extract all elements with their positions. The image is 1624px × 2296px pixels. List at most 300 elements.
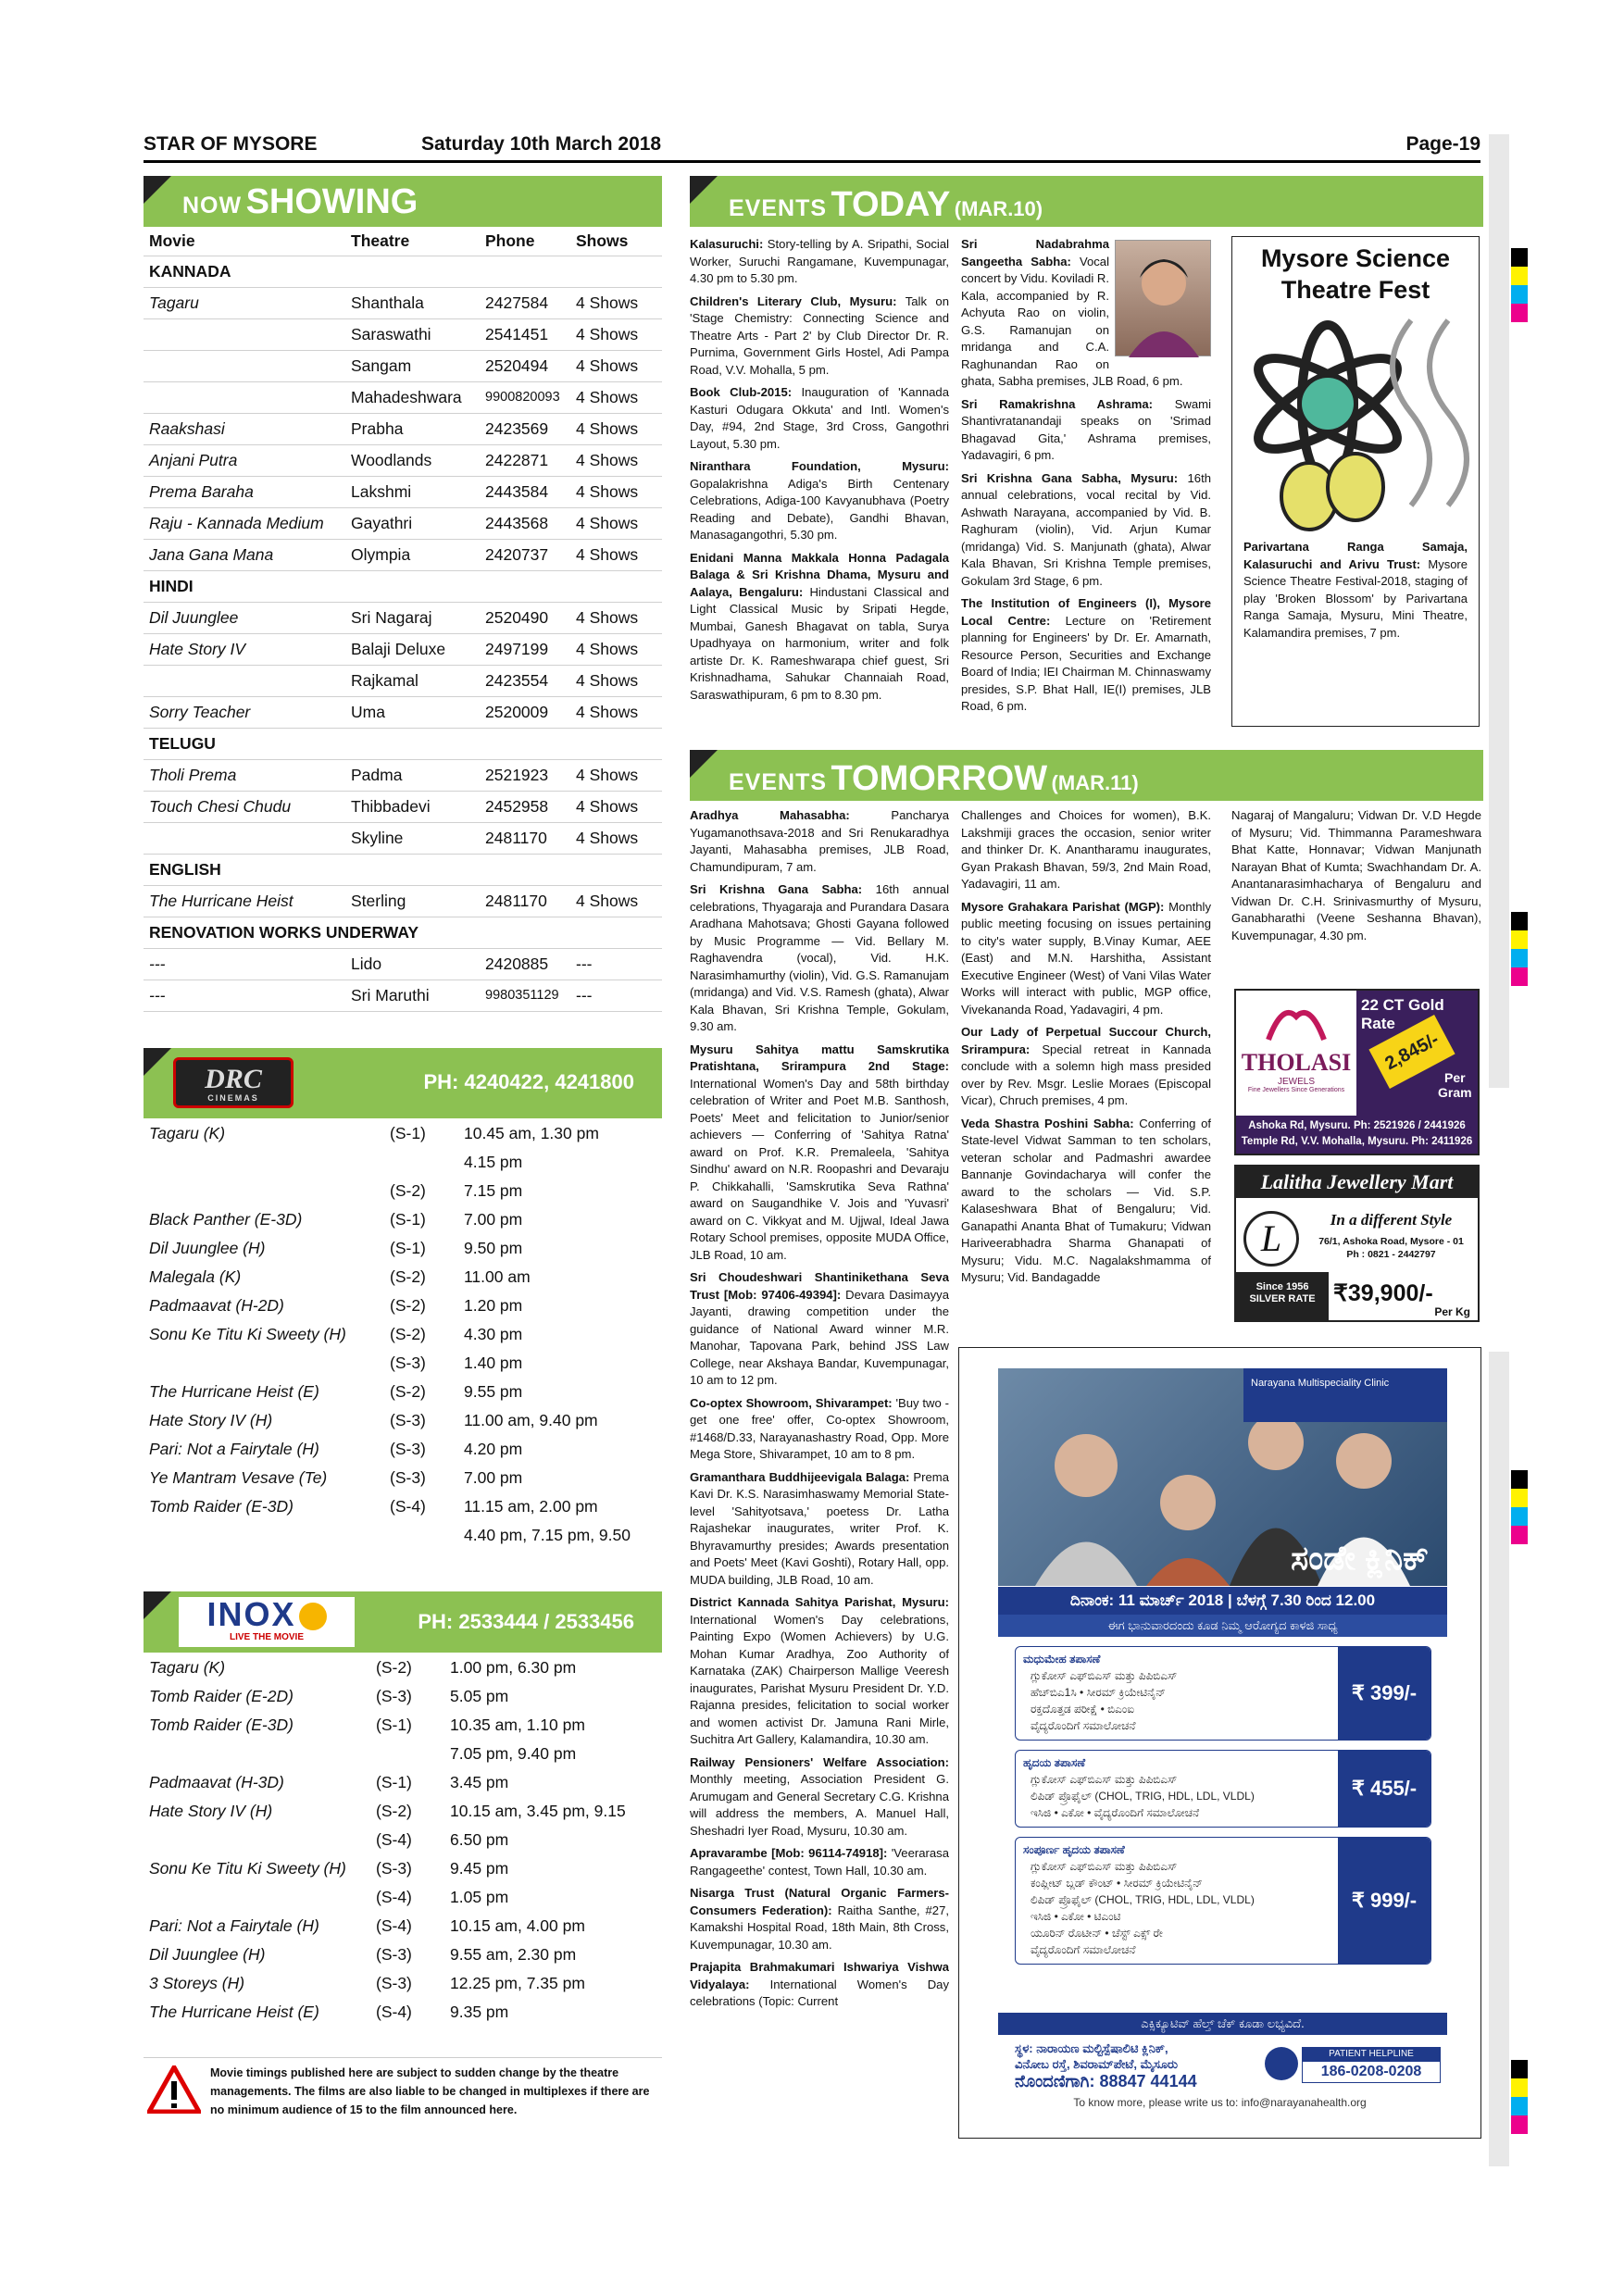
event-organizer: Railway Pensioners' Welfare Association: [690, 1754, 949, 1769]
event-organizer: Sri Ramakrishna Ashrama: [961, 396, 1153, 411]
showtime-cell: 5.05 pm [450, 1687, 509, 1705]
event-organizer: Sri Krishna Gana Sabha: [690, 882, 863, 896]
movie-cell [144, 1883, 370, 1912]
movie-cell: Dil Juunglee (H) [149, 1239, 266, 1257]
event-details: Monthly public meeting focusing on issues pertaining to city's water supply, B.Vinay Kumar, AEE (East) and M.N. Harshitha, Assistant Executive Engineer (West) of Vani Vilas Water Works will interact with public, MGP office, Vivekananda Road, Yadavagiri, 4 pm. [961, 899, 1211, 1017]
inox-phone: PH: 2533444 / 2533456 [418, 1610, 634, 1633]
phone-cell: 2443584 [480, 476, 570, 507]
screen-cell: (S-4) [376, 1830, 412, 1849]
package-test: ಇಸಿಜಿ • ಎಕೋ • ಟಿಎಂಟಿ [1031, 1910, 1121, 1923]
showtime-cell: 11.00 am [464, 1267, 531, 1286]
corner-triangle [144, 1591, 171, 1619]
movie-cell: --- [144, 948, 345, 980]
event-details: 16th annual celebrations, Thyagaraja and Purandara Dasara Aradhana Mahotsava; Ghosti Gayana followed by Music Programme — Vid. Bellary M. Raghavendra (vocal), Vid. H.K. Narasimhamurthy (violin), Vid. G.S. Ramanujam (mridanga) and Vid. V.S. Ramesh (ghata), Alwar Kala Bhavan, Sri Krishna Temple, Gokulam, 9.30 am. [690, 882, 949, 1033]
table-row [144, 350, 662, 381]
schedule-row [144, 1521, 662, 1550]
screen-cell [384, 1148, 458, 1177]
science-fest-desc: Mysore Science Theatre Festival-2018, staging of play 'Broken Blossom' by Parivartana Ranga Samaja, Mysuru, Mini Theatre, Kalamandira premises, 7 pm. [1243, 556, 1468, 640]
movie-cell: Hate Story IV (H) [149, 1411, 273, 1429]
schedule-row [144, 1464, 662, 1492]
sunday-clinic-title: ಸಂಡೇ ಕ್ಲಿನಿಕ್ [1291, 1539, 1429, 1577]
showtime-cell: 11.00 am, 9.40 pm [464, 1411, 598, 1429]
event-item [690, 881, 949, 1036]
movie-cell: Malegala (K) [149, 1267, 242, 1286]
event-details: Swami Shantivratanandaji speaks on 'Srimad Bhagavad Gita,' Ashrama premises, Yadavagiri, 6 pm. [961, 396, 1211, 462]
event-details: Challenges and Choices for women), B.K. Lakshmiji graces the occasion, senior writer and thinker Dr. K. Anantharamu inaugurates, Gyan Prakash Bhavan, 59/3, 2nd Main Road, Yadavagiri, 11 am. [961, 808, 1211, 891]
theatre-cell: Sri Maruthi [345, 980, 480, 1011]
showtime-cell: 4.15 pm [464, 1153, 523, 1171]
disclaimer-text: Movie timings published here are subject to sudden change by the theatre managements. The films are also liable to be changed in multiplexes if there are no minimum audience of 15 to the film announced here. [210, 2066, 650, 2116]
margin-strip [1489, 134, 1509, 1088]
theatre-cell: Shanthala [345, 287, 480, 318]
shows-cell: 4 Shows [570, 602, 662, 633]
showtime-cell: 4.20 pm [464, 1440, 523, 1458]
family-photo [998, 1368, 1447, 1586]
theatre-cell: Olympia [345, 539, 480, 570]
showtime-cell: 9.55 am, 2.30 pm [450, 1945, 577, 1964]
theatre-cell: Uma [345, 696, 480, 728]
inox-logo: INOX LIVE THE MOVIE [179, 1597, 355, 1647]
schedule-row [144, 1940, 662, 1969]
event-details: International Women's Day and 58th birthday celebration of Writer and Poet M.B. Santhosh, Poets' Meet and felicitation to Junior/senior achievers — Conferring of 'Sahitya Ratna' award on Prof. K.R. Premaleela, 'Sahitya Sindhu' award on N.R. Roopashri and Devaraju P. Chikkahalli, 'Samskrutika Seva Rathna' award on Saugandhike V. Jois and 'Yuvasri' award on C. Vikkyat and M. Ujjwal, Ideal Jawa Rotary School premises, opposite MUDA Office, JLB Road, 10 am. [690, 1076, 949, 1262]
event-details: International Women's Day celebrations (Topic: Current [690, 1977, 949, 2008]
event-item [690, 1754, 949, 1841]
health-packages [1015, 1646, 1431, 1974]
event-organizer: Enidani Manna Makkala Honna Padagala Balaga & Sri Krishna Dhama, Mysuru and Aalaya, Bengaluru: [690, 550, 949, 599]
movie-cell: The Hurricane Heist (E) [149, 1382, 319, 1401]
package-name: ಸಂಪೂರ್ಣ ಹೃದಯ ತಪಾಸಣೆ [1023, 1843, 1125, 1856]
movie-cell: --- [144, 980, 345, 1011]
phone-cell: 2481170 [480, 822, 570, 854]
movie-cell [144, 318, 345, 350]
showtime-cell: 1.00 pm, 6.30 pm [450, 1658, 577, 1677]
showtime-cell: 11.15 am, 2.00 pm [464, 1497, 598, 1516]
registration-number: ನೊಂದಣಿಗಾಗಿ: 88847 44144 [1015, 2072, 1197, 2090]
event-details: Raitha Santhe, #27, Kamakshi Hospital Road, 18th Main, 8th Cross, Kuvempunagar, 10.30 am. [690, 1903, 949, 1952]
showtime-cell: 7.05 pm, 9.40 pm [450, 1744, 577, 1763]
movie-cell: Raju - Kannada Medium [144, 507, 345, 539]
movie-cell: Tagaru [144, 287, 345, 318]
screen-cell: (S-3) [390, 1411, 426, 1429]
now-showing-title-large: SHOWING [245, 182, 418, 221]
package-test: ಹೆಚ್‌ಬಿಎ1ಸಿ • ಸೀರಮ್ ಕ್ರಿಯೇಟಿನೈನ್ [1031, 1686, 1166, 1699]
event-item [690, 1395, 949, 1464]
showtime-cell: 10.35 am, 1.10 pm [450, 1716, 585, 1734]
movie-cell: Ye Mantram Vesave (Te) [149, 1468, 328, 1487]
phone-cell: 2520494 [480, 350, 570, 381]
movie-cell: Dil Juunglee (H) [149, 1945, 266, 1964]
event-details: Monthly meeting, Association President G. Arumugam and General Secretary C.G. Krishna will address the members, A. Manuel Hall, Sheshadri Iyer Road, Mysuru, 10.30 am. [690, 1772, 949, 1838]
event-details: Inauguration of 'Kannada Kasturi Odugara Okkuta' and Intl. Women's Day, #94, 2nd Stage, 3rd Cross, Gangothri Layout, 5.30 pm. [690, 385, 949, 451]
table-row [144, 980, 662, 1011]
phone-cell: 2423569 [480, 413, 570, 444]
movie-cell: Sonu Ke Titu Ki Sweety (H) [149, 1325, 346, 1343]
shows-cell: 4 Shows [570, 413, 662, 444]
narayana-brand: Narayana Multispeciality Clinic [1243, 1368, 1447, 1422]
event-item [961, 1024, 1211, 1110]
drc-schedule [144, 1119, 662, 1550]
event-item [690, 236, 949, 288]
screen-cell: (S-3) [376, 1687, 412, 1705]
movie-cell: Jana Gana Mana [144, 539, 345, 570]
phone-cell: 2452958 [480, 791, 570, 822]
theatre-cell: Sri Nagaraj [345, 602, 480, 633]
narayana-ad [958, 1347, 1481, 2139]
theatre-cell: Lakshmi [345, 476, 480, 507]
shows-cell: 4 Shows [570, 759, 662, 791]
phone-cell: 2420737 [480, 539, 570, 570]
events-tomorrow-col2 [961, 807, 1211, 1340]
showtime-cell: 10.45 am, 1.30 pm [464, 1124, 599, 1142]
event-item [690, 1594, 949, 1749]
schedule-row [144, 1768, 662, 1797]
schedule-row [144, 1292, 662, 1320]
event-organizer: Sri Choudeshwari Shantinikethana Seva Trust [Mob: 97406-49394]: [690, 1270, 949, 1302]
artist-photo [1115, 240, 1211, 356]
event-item [690, 1885, 949, 1953]
movie-cell [144, 1826, 370, 1854]
science-fest-title: Mysore Science Theatre Fest [1260, 244, 1451, 304]
disclaimer-box [144, 2057, 662, 2118]
lalitha-name: Lalitha Jewellery Mart [1236, 1167, 1478, 1198]
movie-cell: Tholi Prema [144, 759, 345, 791]
theatre-cell: Skyline [345, 822, 480, 854]
schedule-row [144, 1205, 662, 1234]
theatre-cell: Gayathri [345, 507, 480, 539]
event-details: Nagaraj of Mangaluru; Vidwan Dr. V.D Hegde of Mysuru; Vid. Thimmanna Parameshwara Bhat Katte, Honnavar; Vidwan Manjunath Narayan Bhat of Kumta; Swachhandam Dr. A. Anantanarasimhacharya of Bengaluru and Vidwan Dr. C.H. Srinivasmurthy of Mysuru, Ganabharathi (Veene Seshanna Bhavan), Kuvempunagar, 4.30 pm. [1231, 808, 1481, 942]
screen-cell: (S-3) [376, 1859, 412, 1878]
movie-cell [144, 1349, 384, 1378]
corner-triangle [144, 1048, 171, 1076]
event-item [690, 1042, 949, 1265]
science-fest-org: Parivartana Ranga Samaja, Kalasuruchi and Arivu Trust: [1243, 540, 1468, 571]
shows-cell: 4 Shows [570, 665, 662, 696]
movie-cell: Tomb Raider (E-3D) [149, 1716, 294, 1734]
showtime-cell: 1.05 pm [450, 1888, 509, 1906]
event-organizer: District Kannada Sahitya Parishat, Mysuru: [690, 1595, 949, 1609]
event-organizer: Mysore Grahakara Parishat (MGP): [961, 899, 1165, 914]
event-item [690, 550, 949, 705]
schedule-row [144, 1854, 662, 1883]
schedule-row [144, 1177, 662, 1205]
event-details: Special retreat in Kannada conclude with a solemn high mass presided over by Rev. Msgr. Leslie Moraes (Episcopal Vicar), Chruch premises, 4 pm. [961, 1042, 1211, 1107]
shows-cell: 4 Shows [570, 381, 662, 413]
events-today-title-small: EVENTS [729, 195, 828, 221]
schedule-row [144, 1378, 662, 1406]
table-row [144, 413, 662, 444]
table-row [144, 665, 662, 696]
drc-phone: PH: 4240422, 4241800 [423, 1070, 634, 1093]
table-row [144, 759, 662, 791]
events-today-title-large: TODAY [831, 185, 951, 224]
movie-cell: Dil Juunglee [144, 602, 345, 633]
phone-cell: 2443568 [480, 507, 570, 539]
event-item [961, 470, 1211, 591]
events-tomorrow-title-large: TOMORROW [831, 759, 1048, 798]
event-item [961, 899, 1211, 1019]
package-test: ವೈದ್ಯರೊಂದಿಗೆ ಸಮಾಲೋಚನೆ [1031, 1719, 1136, 1732]
movie-cell: Pari: Not a Fairytale (H) [149, 1440, 319, 1458]
narayana-footer: To know more, please write us to: info@narayanahealth.org [1073, 2096, 1367, 2109]
package-price: ₹ 455/- [1338, 1751, 1430, 1827]
schedule-row [144, 1234, 662, 1263]
screen-cell: (S-4) [390, 1497, 426, 1516]
shows-cell: 4 Shows [570, 696, 662, 728]
showtime-cell: 9.55 pm [464, 1382, 523, 1401]
events-tomorrow-title-small: EVENTS [729, 769, 828, 795]
section-row [144, 854, 662, 885]
lalitha-tagline: In a different Style [1330, 1211, 1453, 1229]
helpline-label: PATIENT HELPLINE [1302, 2047, 1441, 2061]
schedule-row [144, 1119, 662, 1148]
movie-cell: The Hurricane Heist [144, 885, 345, 917]
table-row [144, 791, 662, 822]
package-test: ಗ್ಲುಕೋಸ್ ಎಫ್‌ಬಿಎಸ್ ಮತ್ತು ಪಿಪಿಬಿಎಸ್ [1031, 1860, 1178, 1873]
movie-cell: Anjani Putra [144, 444, 345, 476]
inox-schedule [144, 1653, 662, 2027]
shows-cell: 4 Shows [570, 633, 662, 665]
screen-cell: (S-3) [376, 1974, 412, 1992]
screen-cell: (S-1) [390, 1124, 426, 1142]
showtime-cell: 4.40 pm, 7.15 pm, 9.50 [464, 1526, 631, 1544]
schedule-row [144, 1740, 662, 1768]
showtime-cell: 10.15 am, 3.45 pm, 9.15 [450, 1802, 626, 1820]
event-organizer: Niranthara Foundation, Mysuru: [690, 459, 949, 473]
package-test: ಯೂರಿನ್ ರೊಟೀನ್ • ಚೆಸ್ಟ್ ಎಕ್ಸ್ ರೇ [1031, 1927, 1163, 1940]
color-registration-marks [1511, 1470, 1528, 1544]
color-registration-marks [1511, 248, 1528, 322]
tholasi-addr1: Ashoka Rd, Mysuru. Ph: 2521926 / 2441926 [1248, 1120, 1466, 1131]
event-details: Talk on 'Stage Chemistry: Connecting Science and Theatre Arts - Part 2' by Club Director Dr. R. Purnima, Government Girls Hostel, Adi Pampa Road, V.V. Mohalla, 5 pm. [690, 293, 949, 377]
table-row [144, 539, 662, 570]
events-today-col1 [690, 236, 949, 709]
section-label: TELUGU [144, 728, 662, 759]
showtime-cell: 9.35 pm [450, 2003, 509, 2021]
table-row [144, 885, 662, 917]
corner-triangle [690, 176, 718, 204]
theatre-cell: Mahadeshwara [345, 381, 480, 413]
screen-cell: (S-3) [390, 1440, 426, 1458]
showtime-cell: 9.45 pm [450, 1859, 509, 1878]
package-test: ಗ್ಲುಕೋಸ್ ಎಫ್‌ಬಿಎಸ್ ಮತ್ತು ಪಿಪಿಬಿಎಸ್ [1031, 1669, 1178, 1682]
schedule-row [144, 1320, 662, 1349]
event-item [961, 807, 1211, 893]
package-test: ಗ್ಲುಕೋಸ್ ಎಫ್‌ಬಿಎಸ್ ಮತ್ತು ಪಿಪಿಬಿಎಸ್ [1031, 1773, 1178, 1786]
event-details: 16th annual celebrations, vocal recital by Vid. Ashwath Narayana, accompanied by Vid. B. Raghuram (violin), Vid. Arjun Kumar (mridanga) Vid. S. Manjunath (ghata), Alwar Kala Bhavan, Sri Krishna Temple premises, Gokulam 3rd Stage, 6 pm. [961, 470, 1211, 588]
event-details: Hindustani Classical and Light Classical Music by Sripati Hegde, Mumbai, Ganesh Bhagavat on tabla, Surya Upadhyaya on harmonium, writer and folk artiste Dr. K. Rameshwarapa chief guest, Sri Krishnadhama, Sahukar Channaiah Road, Saraswathipuram, 6 pm to 8.30 pm. [690, 584, 949, 702]
screen-cell: (S-2) [390, 1382, 426, 1401]
phone-cell: 2422871 [480, 444, 570, 476]
movie-cell: Tomb Raider (E-2D) [149, 1687, 294, 1705]
section-row [144, 570, 662, 602]
event-details: Devara Dasimayya Jayanti, drawing competition under the guidance of National Award winner M.R. Manohar, Tapovana Park, behind JSS Law College, near Akshaya Bandar, Kuvempunagar, 10 am to 12 pm. [690, 1287, 949, 1387]
tholasi-ad: THOLASI JEWELS Fine Jewellers Since Generations 22 CT Gold Rate 2,845/- Per Gram Ashoka Rd, Mysuru. Ph: 2521926 / 2441926 Temple Rd, V.V. Mohalla, Mysuru. Ph: 2411926 [1234, 989, 1480, 1155]
section-label: ENGLISH [144, 854, 662, 885]
package-test: ಲಿಪಿಡ್ ಪ್ರೊಫೈಲ್ (CHOL, TRIG, HDL, LDL, VLDL) [1031, 1893, 1255, 1906]
screen-cell: (S-4) [376, 1916, 412, 1935]
event-details: Story-telling by A. Sripathi, Social Worker, Suruchi Rangamane, Kuvempunagar, 4.30 pm to 5.30 pm. [690, 237, 950, 285]
event-organizer: Nisarga Trust (Natural Organic Farmers-Consumers Federation): [690, 1886, 949, 1917]
table-row [144, 602, 662, 633]
masthead: STAR OF MYSORE [144, 133, 318, 155]
movie-cell [144, 1740, 370, 1768]
schedule-row [144, 1435, 662, 1464]
showtime-cell: 10.15 am, 4.00 pm [450, 1916, 585, 1935]
theatre-cell: Rajkamal [345, 665, 480, 696]
shows-cell: --- [570, 980, 662, 1011]
package-test: ರಕ್ತದೊತ್ತಡ ಪರೀಕ್ಷೆ • ಬಿಎಂಐ [1031, 1703, 1134, 1716]
movie-cell: Hate Story IV (H) [149, 1802, 273, 1820]
event-item [961, 595, 1211, 716]
shows-cell: 4 Shows [570, 822, 662, 854]
gold-rate-banner: 22 CT Gold Rate [1361, 996, 1444, 1032]
showtime-cell: 1.20 pm [464, 1296, 523, 1315]
drc-logo: DRC CINEMAS [173, 1057, 294, 1108]
shows-cell: 4 Shows [570, 287, 662, 318]
page-header [144, 130, 1480, 163]
schedule-row [144, 1826, 662, 1854]
event-organizer: The Institution of Engineers (I), Mysore Local Centre: [961, 596, 1211, 628]
shows-cell: 4 Shows [570, 507, 662, 539]
event-organizer: Mysuru Sahitya mattu Samskrutika Pratishtana, Srirampura 2nd Stage: [690, 1042, 949, 1073]
movie-cell [144, 1521, 384, 1550]
event-item [690, 1469, 949, 1590]
events-today-banner [690, 176, 1483, 227]
screen-cell: (S-2) [390, 1296, 426, 1315]
schedule-row [144, 1406, 662, 1435]
theatre-cell: Saraswathi [345, 318, 480, 350]
movie-cell: Padmaavat (H-3D) [149, 1773, 284, 1791]
movie-cell: The Hurricane Heist (E) [149, 2003, 319, 2021]
events-tomorrow-date: (MAR.11) [1051, 771, 1139, 794]
event-details: 'Veerarasa Rangageethe' contest, Town Hall, 10.30 am. [690, 1846, 949, 1878]
margin-strip [1489, 1352, 1509, 2166]
event-organizer: Kalasuruchi: [690, 237, 764, 251]
schedule-row [144, 1263, 662, 1292]
event-item [961, 1116, 1211, 1287]
phone-cell: 2520490 [480, 602, 570, 633]
phone-cell: 2420885 [480, 948, 570, 980]
movie-cell: Prema Baraha [144, 476, 345, 507]
table-row [144, 822, 662, 854]
table-row [144, 381, 662, 413]
event-item [690, 384, 949, 453]
table-row [144, 476, 662, 507]
event-organizer: Aradhya Mahasabha: [690, 808, 850, 822]
table-row [144, 633, 662, 665]
event-item [690, 1269, 949, 1390]
event-organizer: Gramanthara Buddhijeevigala Balaga: [690, 1469, 910, 1484]
event-details: 'Buy two - get one free' offer, Co-optex Showroom, #1468/D.33, Narayanashastry Road, Opp. More Mega Store, Shivarampet, 10 am to 8 pm. [690, 1395, 949, 1461]
table-row [144, 287, 662, 318]
showtime-cell: 12.25 pm, 7.35 pm [450, 1974, 585, 1992]
screen-cell: (S-4) [376, 2003, 412, 2021]
theatre-cell: Woodlands [345, 444, 480, 476]
now-showing-title-small: NOW [182, 193, 243, 218]
screen-cell: (S-1) [390, 1210, 426, 1229]
section-row [144, 917, 662, 948]
movie-cell [144, 822, 345, 854]
schedule-row [144, 1797, 662, 1826]
section-label: KANNADA [144, 256, 662, 287]
clinic-address-a: ಸ್ಥಳ: ನಾರಾಯಣ ಮಲ್ಟಿಸ್ಪೆಷಾಲಿಟಿ ಕ್ಲಿನಿಕ್, [1015, 2041, 1168, 2055]
helpline-badge-icon [1265, 2047, 1298, 2080]
showtime-cell: 7.00 pm [464, 1210, 523, 1229]
package-name: ಹೃದಯ ತಪಾಸಣೆ [1023, 1756, 1086, 1769]
movie-cell: Black Panther (E-3D) [149, 1210, 303, 1229]
shows-cell: --- [570, 948, 662, 980]
schedule-row [144, 1711, 662, 1740]
event-organizer: Prajapita Brahmakumari Ishwariya Vishwa Vidyalaya: [690, 1960, 949, 1991]
package-test: ಕಂಪ್ಲೀಟ್ ಬ್ಲಡ್ ಕೌಂಟ್ • ಸೀರಮ್ ಕ್ರಿಯೇಟಿನೈನ್ [1031, 1877, 1203, 1890]
tholasi-logo: THOLASI JEWELS Fine Jewellers Since Generations [1236, 991, 1356, 1116]
schedule-row [144, 1969, 662, 1998]
schedule-row [144, 1653, 662, 1682]
movie-cell: Touch Chesi Chudu [144, 791, 345, 822]
shows-cell: 4 Shows [570, 791, 662, 822]
schedule-row [144, 1492, 662, 1521]
table-row [144, 318, 662, 350]
event-item [961, 396, 1211, 465]
col-phone: Phone [480, 228, 570, 256]
movie-cell: Sorry Teacher [144, 696, 345, 728]
theatre-cell: Sangam [345, 350, 480, 381]
events-today-date: (MAR.10) [954, 197, 1043, 220]
peacock-icon [1259, 998, 1333, 1044]
package-name: ಮಧುಮೇಹ ತಪಾಸಣೆ [1023, 1653, 1101, 1666]
screen-cell [370, 1740, 444, 1768]
movie-cell: 3 Storeys (H) [149, 1974, 245, 1992]
screen-cell: (S-1) [376, 1716, 412, 1734]
event-details: Vocal concert by Vidu. Koviladi R. Kala, accompanied by R. Achyuta Rao on violin, G.S. Ramanujan on mridanga and C.A. Raghunandan Rao on ghata, Sabha premises, JLB Road, 6 pm. [961, 254, 1183, 388]
event-details: International Women's Day celebrations, Painting Expo (Women Achievers) by U.G. Mohan Kumar Aradhya, Zoo Authority of Karnataka (ZAK) Chairperson Mallige Veeresh inaugurates, Parishat Mysuru President Dr. Y.D. Rajanna presides, felicitation to social worker and women activist Dr. Jamuna Rani Mirle, Suchitra Art Gallery, Kalamandira, 10.30 am. [690, 1612, 949, 1746]
phone-cell: 9980351129 [480, 980, 570, 1011]
screen-cell: (S-3) [376, 1945, 412, 1964]
events-today-col2 [961, 236, 1211, 721]
table-row [144, 696, 662, 728]
movie-cell: Pari: Not a Fairytale (H) [149, 1916, 319, 1935]
warning-icon [147, 2065, 201, 2114]
package-price: ₹ 399/- [1338, 1647, 1430, 1740]
shows-cell: 4 Shows [570, 444, 662, 476]
phone-cell: 2497199 [480, 633, 570, 665]
phone-cell: 2520009 [480, 696, 570, 728]
event-details: Conferring of State-level Vidwat Samman to ten scholars, veteran scholar and Padmashri awardee Bannanje Govindacharya will confer the award to the scholars — Vid. S.P. Kalaseshwara Bhat of Bengaluru; Vid. Ganapathi Ananta Bhat of Tumakuru; Vidwan Hariveerabhadra Sharma Ghanapati of Mysuru; Vidu. M.C. Nagalakshmamma of Mysuru; Vid. Bandagadde [961, 1116, 1211, 1284]
gold-price: 2,845/- [1368, 1015, 1455, 1089]
showtime-cell: 3.45 pm [450, 1773, 509, 1791]
shows-cell: 4 Shows [570, 539, 662, 570]
screen-cell: (S-4) [376, 1888, 412, 1906]
phone-cell: 2427584 [480, 287, 570, 318]
schedule-row [144, 1349, 662, 1378]
screen-cell: (S-3) [390, 1354, 426, 1372]
event-item [690, 458, 949, 544]
event-organizer: Book Club-2015: [690, 385, 793, 399]
schedule-row [144, 1682, 662, 1711]
phone-cell: 2521923 [480, 759, 570, 791]
phone-cell: 2481170 [480, 885, 570, 917]
screen-cell: (S-2) [390, 1181, 426, 1200]
package-price: ₹ 999/- [1338, 1838, 1430, 1964]
event-organizer: Co-optex Showroom, Shivarampet: [690, 1395, 893, 1410]
phone-cell: 9900820093 [480, 381, 570, 413]
phone-cell: 2541451 [480, 318, 570, 350]
movie-cell: Sonu Ke Titu Ki Sweety (H) [149, 1859, 346, 1878]
science-fest-box [1231, 236, 1480, 727]
event-item [1231, 807, 1481, 944]
col-shows: Shows [570, 228, 662, 256]
corner-triangle [144, 176, 171, 204]
